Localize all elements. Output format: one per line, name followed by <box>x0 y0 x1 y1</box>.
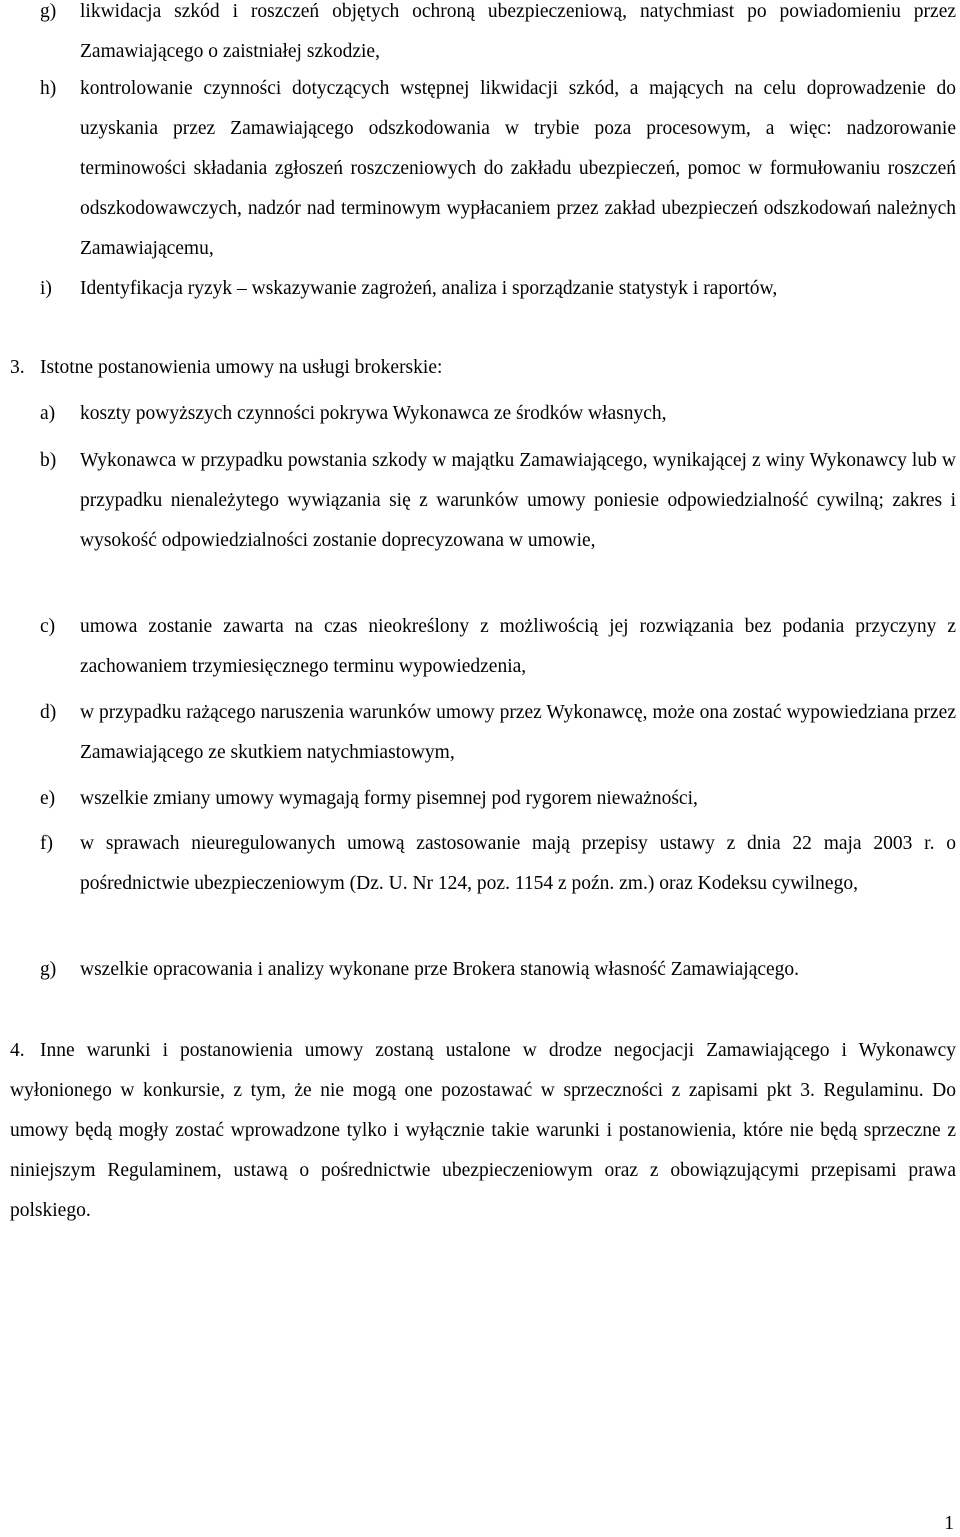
list-marker: i) <box>40 278 52 299</box>
list-marker: a) <box>40 403 56 424</box>
page-number: 1 <box>944 1513 954 1534</box>
list-marker: g) <box>40 959 57 980</box>
list-marker: c) <box>40 616 56 637</box>
list-marker: g) <box>40 1 57 22</box>
list-item-text: koszty powyższych czynności pokrywa Wykonawca ze środków własnych, <box>80 403 667 424</box>
list-item-text: kontrolowanie czynności dotyczących wstępnej likwidacji szkód, a mających na celu doprowadzenie do uzyskania przez Zamawiającego odszkodowania w trybie poza procesowym, a więc: nadzorowanie terminowości składania zgłoszeń roszczeniowych do zakładu ubezpieczeń, pomoc w formułowaniu roszczeń odszkodowawczych, nadzór nad terminowym wypłacaniem przez zakład ubezpieczeń odszkodowań należnych Zamawiającemu, <box>80 78 956 259</box>
list-item-g-liquidation <box>40 0 956 72</box>
list-item-i-risk <box>40 269 956 309</box>
list-item-text: w sprawach nieuregulowanych umową zastosowanie mają przepisy ustawy z dnia 22 maja 2003 r. o pośrednictwie ubezpieczeniowym (Dz. U. Nr 124, poz. 1154 z poźn. zm.) oraz Kodeksu cywilnego, <box>80 833 956 894</box>
section-4-paragraph <box>10 1031 956 1231</box>
list-item-h-control <box>40 69 956 269</box>
list-item-c-term <box>40 607 956 687</box>
list-item-a-costs <box>40 394 956 434</box>
list-item-text: Identyfikacja ryzyk – wskazywanie zagrożeń, analiza i sporządzanie statystyk i raportów, <box>80 278 778 299</box>
list-item-text: Wykonawca w przypadku powstania szkody w majątku Zamawiającego, wynikającej z winy Wykonawcy lub w przypadku nienależytego wywiązania się z warunków umowy poniesie odpowiedzialność cywilną; zakres i wysokość odpowiedzialności zostanie doprecyzowana w umowie, <box>80 450 956 551</box>
list-item-d-termination <box>40 693 956 773</box>
list-item-text: umowa zostanie zawarta na czas nieokreślony z możliwością jej rozwiązania bez podania przyczyny z zachowaniem trzymiesięcznego terminu wypowiedzenia, <box>80 616 956 677</box>
list-marker: d) <box>40 702 57 723</box>
list-marker: f) <box>40 833 53 854</box>
section-heading-text: Istotne postanowienia umowy na usługi brokerskie: <box>40 357 443 378</box>
list-item-text: likwidacja szkód i roszczeń objętych ochroną ubezpieczeniową, natychmiast po powiadomieniu przez Zamawiającego o zaistniałej szkodzie, <box>80 1 956 62</box>
list-item-g-ownership <box>40 950 956 990</box>
list-item-f-law <box>40 824 956 904</box>
section-number: 3. <box>10 357 25 378</box>
section-4-text: Inne warunki i postanowienia umowy zostaną ustalone w drodze negocjacji Zamawiającego i Wykonawcy wyłonionego w konkursie, z tym, że nie mogą one pozostawać w sprzeczności z zapisami pkt 3. Regulaminu. Do umowy będą mogły zostać wprowadzone tylko i wyłącznie takie warunki i postanowienia, które nie będą sprzeczne z niniejszym Regulaminem, ustawą o pośrednictwie ubezpieczeniowym oraz z obowiązującymi przepisami prawa polskiego. <box>10 1040 956 1221</box>
list-marker: h) <box>40 78 57 99</box>
section-number: 4. <box>10 1040 25 1061</box>
list-marker: e) <box>40 788 56 809</box>
list-item-text: w przypadku rażącego naruszenia warunków umowy przez Wykonawcę, może ona zostać wypowiedziana przez Zamawiającego ze skutkiem natychmiastowym, <box>80 702 956 763</box>
list-item-e-changes <box>40 779 956 819</box>
list-item-b-liability <box>40 441 956 561</box>
list-item-text: wszelkie opracowania i analizy wykonane prze Brokera stanowią własność Zamawiającego. <box>80 959 800 980</box>
section-3-heading <box>10 348 956 388</box>
list-item-text: wszelkie zmiany umowy wymagają formy pisemnej pod rygorem nieważności, <box>80 788 698 809</box>
list-marker: b) <box>40 450 57 471</box>
